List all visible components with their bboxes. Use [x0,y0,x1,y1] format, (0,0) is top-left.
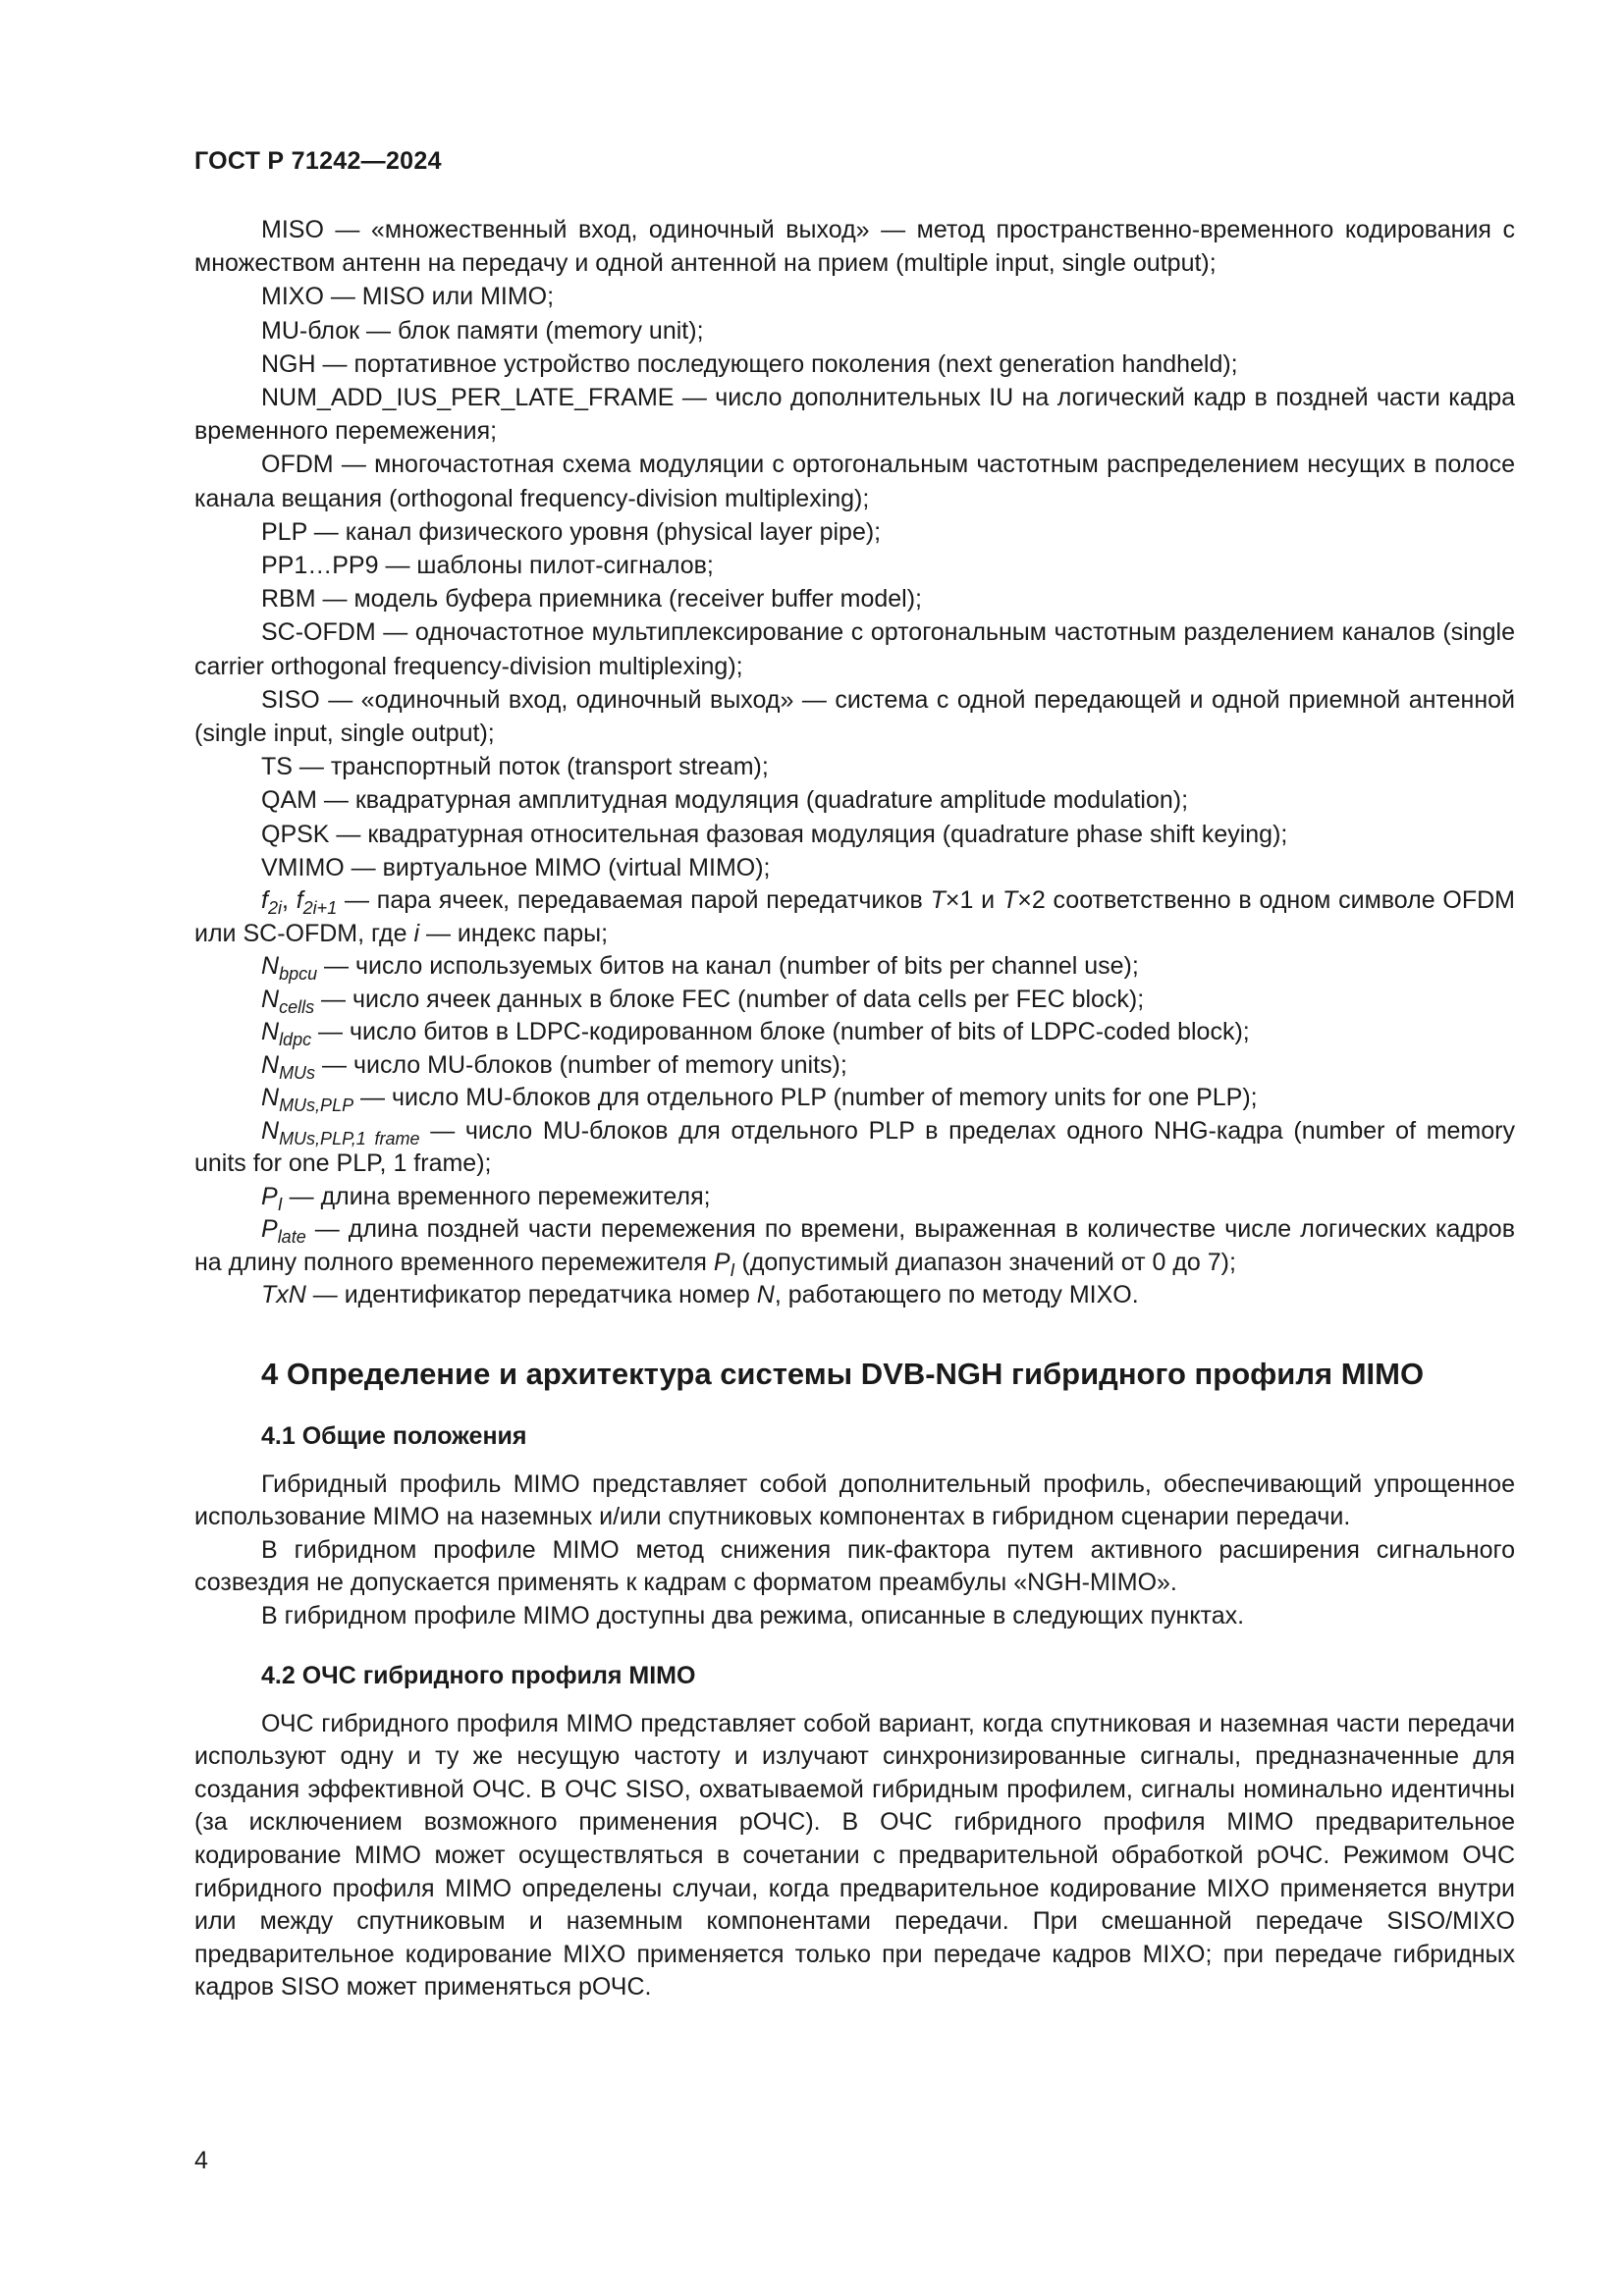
symbol-item: $P_I$ — длина временного перемежителя; [261,1182,711,1214]
symbol-item-plate: $P_{late}$ — длина поздней части перемежения по времени, выраженная в количестве числе логических кадров на длину полного временного перемежителя $P_I$ (допустимый диапазон значений от 0 до 7); [194,1215,1515,1280]
symbol-item-f-pair: $f_{2i}$, $f_{2i+1}$ — пара ячеек, передаваемая парой передатчиков T×1 и T×2 соответственно в одном символе OFDM или SC-OFDM, где i — индекс пары; [194,886,1515,947]
page-number: 4 [194,2147,208,2174]
abbreviation-item: RBM — модель буфера приемника (receiver buffer model); [261,585,922,614]
symbol-item: $N_{ldpc}$ — число битов в LDPC-кодированном блоке (number of bits of LDPC-coded block); [261,1018,1250,1050]
section-4-1-title: 4.1 Общие положения [261,1421,527,1450]
abbreviation-item: MIXO — MISO или MIMO; [261,283,555,311]
document-page [194,147,1515,2004]
abbreviation-item: SISO — «одиночный вход, одиночный выход» — система с одной передающей и одной приемной антенной (single input, single output); [194,685,1515,748]
paragraph: В гибридном профиле MIMO метод снижения пик-фактора путем активного расширения сигнального созвездия не допускается применять к кадрам с форматом преамбулы «NGH-MIMO». [194,1535,1515,1597]
abbreviation-item: PLP — канал физического уровня (physical layer pipe); [261,517,882,546]
section-4-title: 4 Определение и архитектура системы DVB-NGH гибридного профиля MIMO [261,1356,1425,1391]
abbreviation-item: PP1…PP9 — шаблоны пилот-сигналов; [261,552,714,580]
document-header: ГОСТ Р 71242—2024 [194,147,442,175]
symbol-item: $N_{MUs}$ — число MU-блоков (number of memory units); [261,1050,847,1083]
abbreviation-item: VMIMO — виртуальное MIMO (virtual MIMO); [261,853,771,881]
paragraph: ОЧС гибридного профиля MIMO представляет собой вариант, когда спутниковая и наземная части передачи используют одну и ту же несущую частоту и излучают синхронизированные сигналы, предназначенные для создания эффективной ОЧС. В ОЧС SISO, охватываемой гибридным профилем, сигналы номинально идентичны (за исключением возможного применения рОЧС). В ОЧС гибридного профиля MIMO предварительное кодирование MIMO может осуществляться в сочетании с предварительной обработкой рОЧС. Режимом ОЧС гибридного профиля MIMO определены случаи, когда предварительное кодирование MIXO применяется внутри или между спутниковым и наземным компонентами передачи. При смешанной передаче SISO/MIXO предварительное кодирование MIXO применяется только при передаче кадров MIXO; при передаче гибридных кадров SISO может применяться рОЧС. [194,1709,1515,2002]
paragraph: В гибридном профиле MIMO доступны два режима, описанные в следующих пунктах. [261,1601,1245,1629]
abbreviation-item: NGH — портативное устройство последующего поколения (next generation handheld); [261,349,1238,378]
symbol-item: $N_{MUs,PLP,1 frame}$ — число MU-блоков для отдельного PLP в пределах одного NHG-кадра (number of memory units for one PLP, 1 frame); [194,1116,1515,1178]
symbol-item-txn: TxN — идентификатор передатчика номер N, работающего по методу MIXO. [261,1281,1139,1309]
abbreviation-item: MU-блок — блок памяти (memory unit); [261,316,704,345]
abbreviation-item: QAM — квадратурная амплитудная модуляция (quadrature amplitude modulation); [261,786,1189,815]
abbreviation-list [194,213,1515,1312]
abbreviation-item: NUM_ADD_IUS_PER_LATE_FRAME — число дополнительных IU на логический кадр в поздней части кадра временного перемежения; [194,384,1515,446]
abbreviation-item: SC-OFDM — одночастотное мультиплексирование с ортогональным частотным разделением каналов (single carrier orthogonal frequency-division multiplexing); [194,618,1515,680]
section-4-2-title: 4.2 ОЧС гибридного профиля MIMO [261,1661,696,1689]
symbol-item: $N_{cells}$ — число ячеек данных в блоке FEC (number of data cells per FEC block); [261,985,1145,1017]
abbreviation-item: MISO — «множественный вход, одиночный выход» — метод пространственно-временного кодирования с множеством антенн на передачу и одной антенной на прием (multiple input, single output); [194,216,1515,278]
symbol-item: $N_{MUs,PLP}$ — число MU-блоков для отдельного PLP (number of memory units for one PLP); [261,1084,1258,1116]
abbreviation-item: TS — транспортный поток (transport stream); [261,753,769,781]
abbreviation-item: QPSK — квадратурная относительная фазовая модуляция (quadrature phase shift keying); [261,820,1288,848]
abbreviation-item: OFDM — многочастотная схема модуляции с ортогональным частотным распределением несущих в полосе канала вещания (orthogonal frequency-division multiplexing); [194,451,1515,512]
symbol-item: $N_{bpcu}$ — число используемых битов на канал (number of bits per channel use); [261,952,1139,985]
paragraph: Гибридный профиль MIMO представляет собой дополнительный профиль, обеспечивающий упрощенное использование MIMO на наземных и/или спутниковых компонентах в гибридном сценарии передачи. [194,1469,1515,1531]
